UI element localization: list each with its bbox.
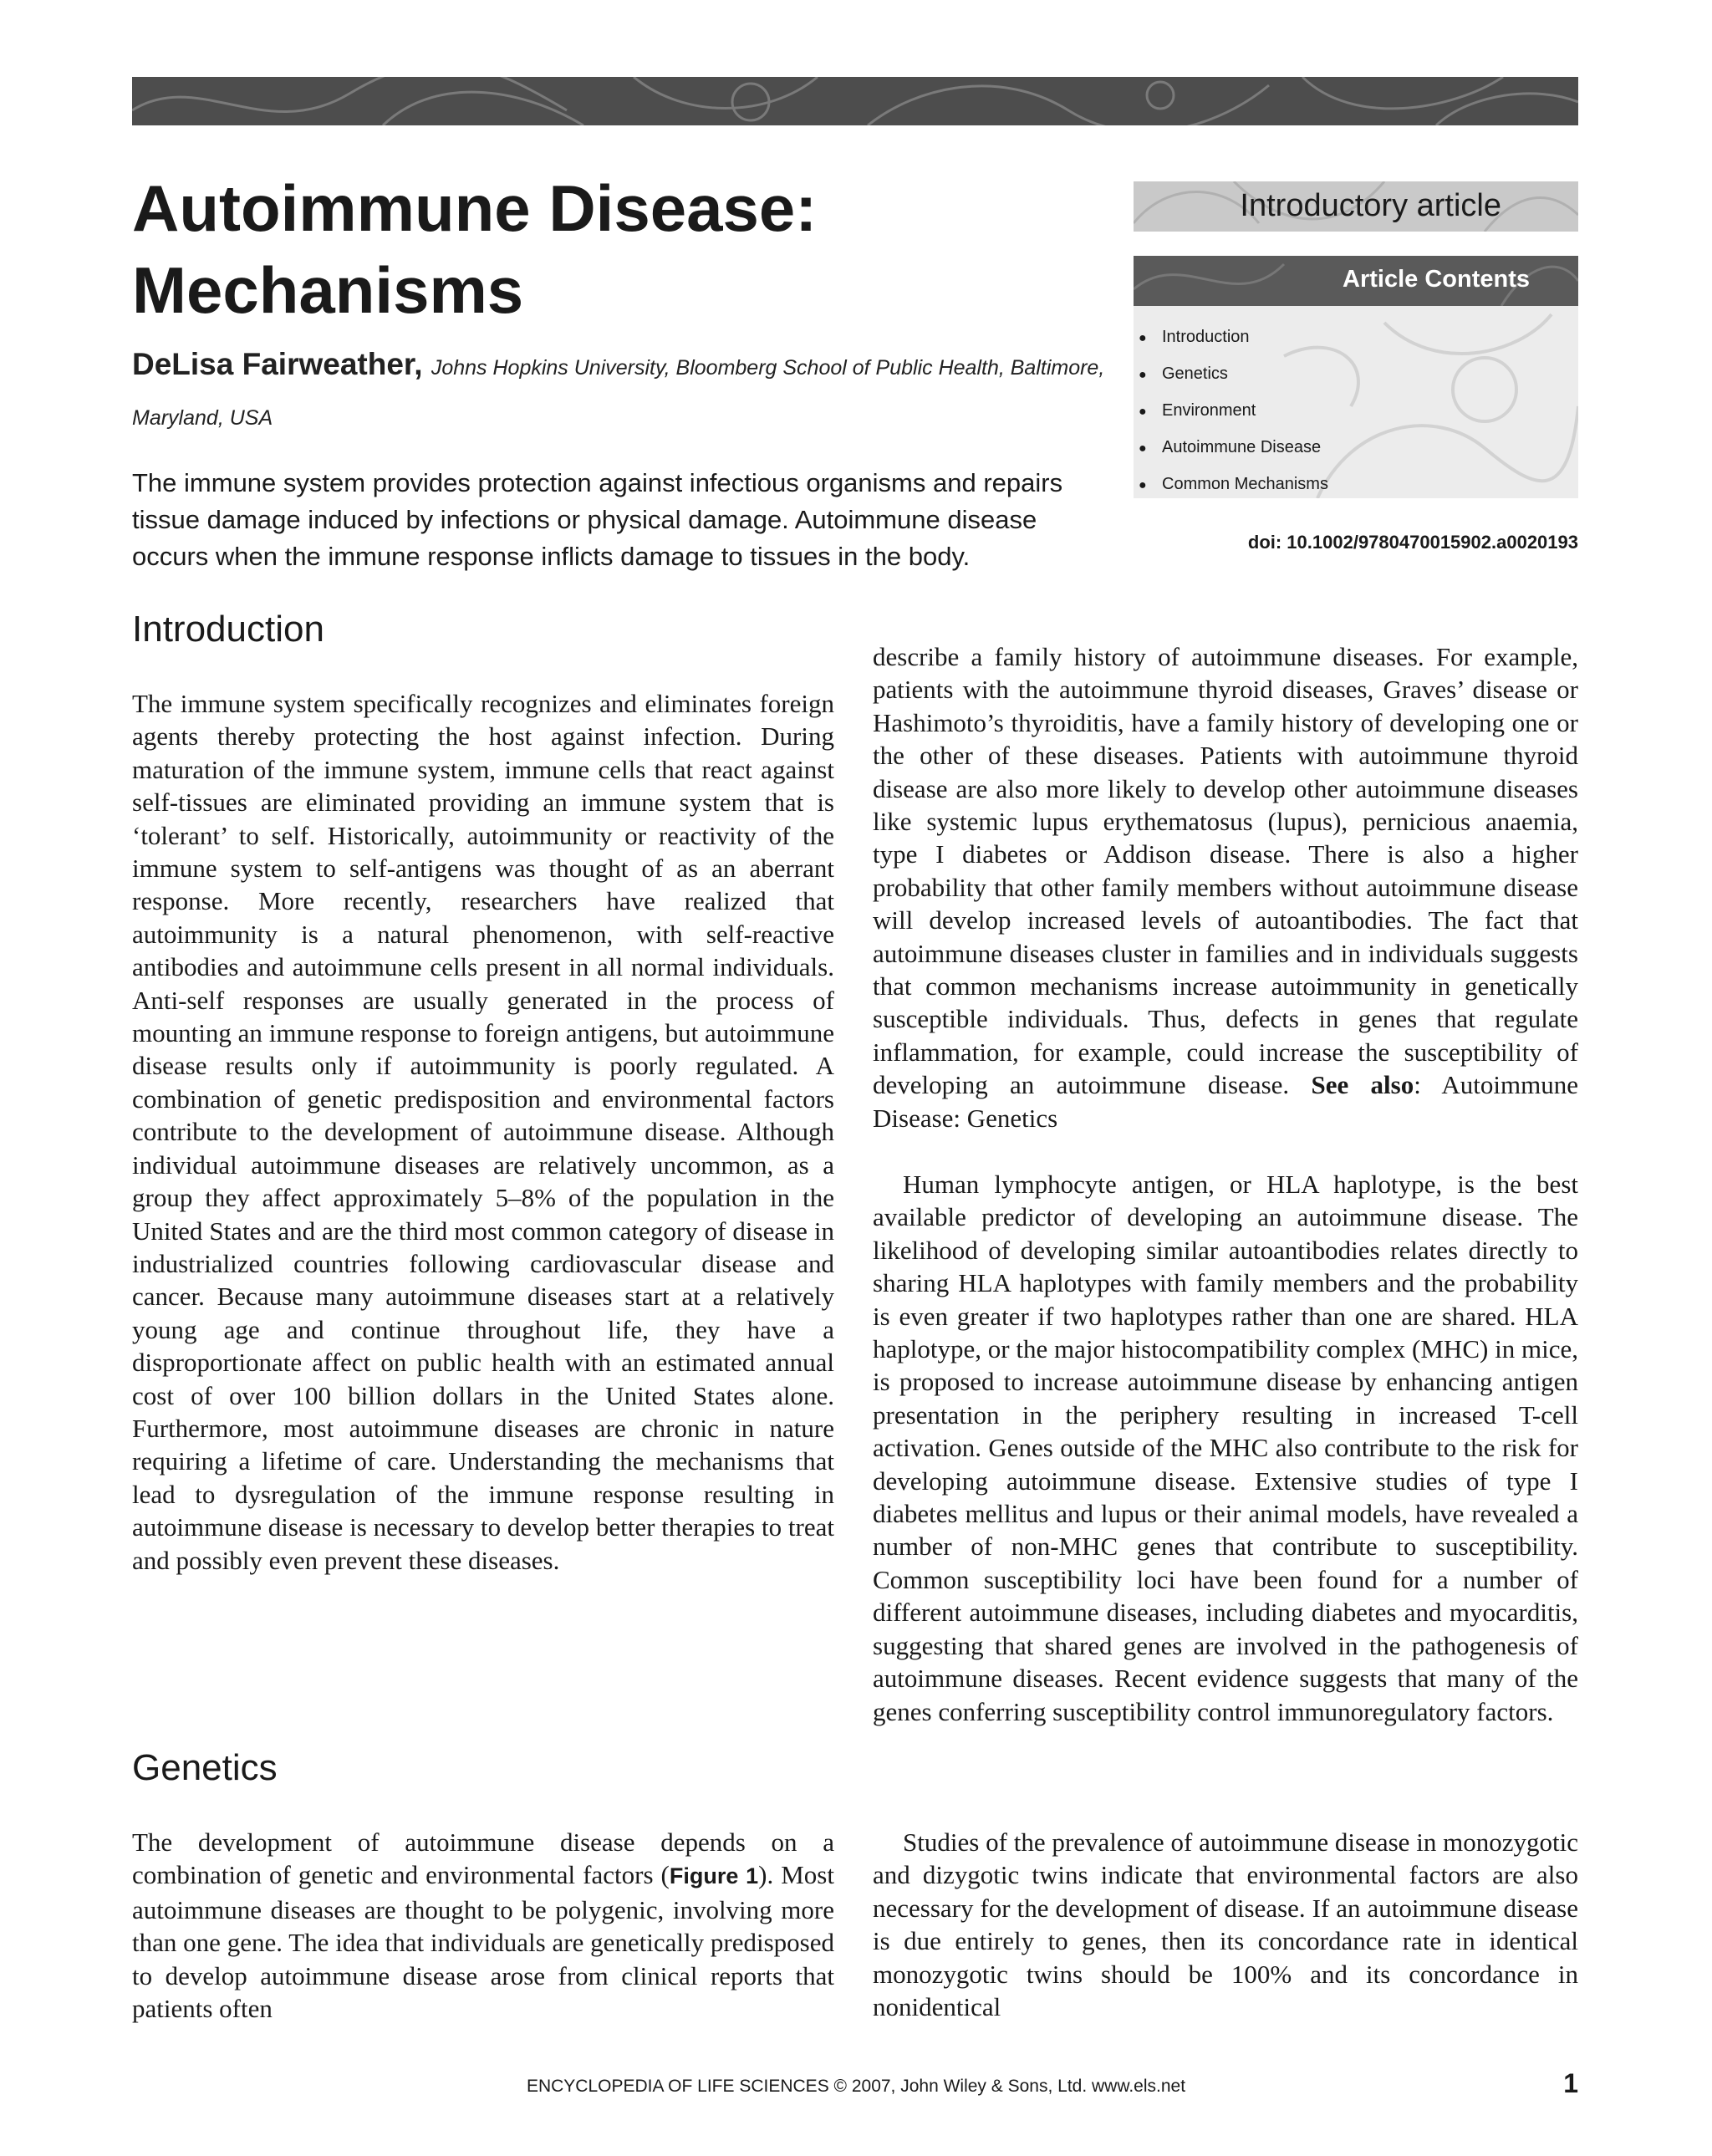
- contents-item[interactable]: ● Genetics: [1139, 356, 1328, 393]
- see-also-label: See also: [1311, 1070, 1414, 1100]
- genetics-paragraph-1: The development of autoimmune disease depends on a combination of genetic and environmental factors (Figure 1). Most autoimmune diseases are thought to be polygenic, involving more than one gene. The idea that individuals are genetically predisposed to develop autoimmune disease arose from clinical reports that patients often: [132, 1827, 834, 2024]
- bullet-icon: ●: [1139, 405, 1147, 419]
- see-also-link[interactable]: : Autoimmune Disease: Genetics: [873, 1070, 1579, 1133]
- contents-item[interactable]: ● Common Mechanisms: [1139, 466, 1328, 498]
- author-line: [132, 341, 1118, 441]
- contents-header: [1134, 256, 1578, 306]
- section-heading-genetics: Genetics: [132, 1747, 278, 1788]
- bullet-icon: ●: [1139, 331, 1147, 345]
- contents-list: [1139, 319, 1328, 498]
- genetics-paragraph-2: Human lymphocyte antigen, or HLA haplotype, is the best available predictor of developing an autoimmune disease. The likelihood of developing similar autoantibodies relates directly to sharing HLA haplotypes with family members and the probability is even greater if two haplotypes rather than one are shared. HLA haplotype, or the major histocompatibility complex (MHC) in mice, is proposed to increase autoimmune disease by enhancing antigen presentation in the periphery resulting in increased T-cell activation. Genes outside of the MHC also contribute to the risk for developing autoimmune disease. Extensive studies of type I diabetes mellitus and lupus or their animal models, have revealed a number of non-MHC genes that contribute to susceptibility. Common susceptibility loci have been found for a number of different autoimmune diseases, including diabetes and myocarditis, suggesting that shared genes are involved in the pathogenesis of autoimmune diseases. Recent evidence suggests that many of the genes conferring susceptibility control immunoregulatory factors.: [873, 1170, 1578, 1726]
- article-type-label: Introductory article: [1240, 188, 1501, 223]
- article-title: [132, 167, 1093, 331]
- contents-title: Article Contents: [1343, 266, 1530, 293]
- genetics-paragraph-1-continued: describe a family history of autoimmune diseases. For example, patients with the autoimmune thyroid diseases, Graves’ disease or Hashimoto’s thyroiditis, have a family history of developing one or the other of these diseases. Patients with autoimmune thyroid disease are also more likely to develop other autoimmune diseases like systemic lupus erythematosus (lupus), pernicious anaemia, type I diabetes or Addison disease. There is also a higher probability that other family members without autoimmune disease will develop increased levels of autoantibodies. The fact that autoimmune diseases cluster in families and in individuals suggests that common mechanisms increase autoimmunity in genetically susceptible individuals. Thus, defects in genes that regulate inflammation, for example, could increase the susceptibility of developing an autoimmune disease. See also: Autoimmune Disease: Genetics: [873, 642, 1579, 1133]
- author-affiliation: Johns Hopkins University, Bloomberg School of Public Health, Baltimore, Maryland, USA: [132, 356, 1105, 430]
- section-heading-introduction: Introduction: [132, 609, 324, 650]
- contents-item[interactable]: ● Autoimmune Disease: [1139, 430, 1328, 466]
- article-type-badge: [1134, 181, 1578, 232]
- contents-item[interactable]: ● Environment: [1139, 393, 1328, 430]
- bullet-icon: ●: [1139, 478, 1147, 492]
- title-line-1: Autoimmune Disease:: [132, 171, 818, 245]
- bullet-icon: ●: [1139, 441, 1147, 456]
- title-line-2: Mechanisms: [132, 253, 524, 327]
- bullet-icon: ●: [1139, 368, 1147, 382]
- banner-swirl-pattern: [132, 77, 1578, 125]
- article-contents-box: [1134, 256, 1578, 498]
- author-name: DeLisa Fairweather,: [132, 347, 423, 381]
- figure-1-link[interactable]: Figure 1: [669, 1863, 759, 1889]
- footer-copyright: ENCYCLOPEDIA OF LIFE SCIENCES © 2007, John Wiley & Sons, Ltd. www.els.net: [526, 2077, 1186, 2096]
- introduction-paragraph: The immune system specifically recognizes and eliminates foreign agents thereby protecting the host against infection. During maturation of the immune system, immune cells that react against self-tissues are eliminated providing an immune system that is ‘tolerant’ to self. Historically, autoimmunity or reactivity of the immune system to self-antigens was thought of as an aberrant response. More recently, researchers have realized that autoimmunity is a natural phenomenon, with self-reactive antibodies and autoimmune cells present in all normal individuals. Anti-self responses are usually generated in the process of mounting an immune response to foreign antigens, but autoimmune disease results only if autoimmunity is poorly regulated. A combination of genetic predisposition and environmental factors contribute to the development of autoimmune disease. Although individual autoimmune diseases are relatively uncommon, as a group they affect approximately 5–8% of the population in the United States and are the third most common category of disease in industrialized countries following cardiovascular disease and cancer. Because many autoimmune diseases start at a relatively young age and continue throughout life, they have a disproportionate affect on public health with an estimated annual cost of over 100 billion dollars in the United States alone. Furthermore, most autoimmune diseases are chronic in nature requiring a lifetime of care. Understanding the mechanisms that lead to dysregulation of the immune response resulting in autoimmune disease is necessary to develop better therapies to treat and possibly even prevent these diseases.: [132, 689, 834, 1575]
- top-banner: [132, 77, 1578, 125]
- abstract: The immune system provides protection against infectious organisms and repairs tissue damage induced by infections or physical damage. Autoimmune disease occurs when the immune response inflicts damage to tissues in the body.: [132, 468, 1063, 571]
- page-number: 1: [1563, 2068, 1578, 2098]
- genetics-paragraph-3: Studies of the prevalence of autoimmune disease in monozygotic and dizygotic twins indicate that environmental factors are also necessary for the development of disease. If an autoimmune disease is due entirely to genes, then its concordance rate in identical monozygotic twins should be 100% and its concordance in nonidentical: [873, 1827, 1578, 2022]
- doi: doi: 10.1002/9780470015902.a0020193: [1247, 532, 1578, 553]
- contents-item[interactable]: ● Introduction: [1139, 319, 1328, 356]
